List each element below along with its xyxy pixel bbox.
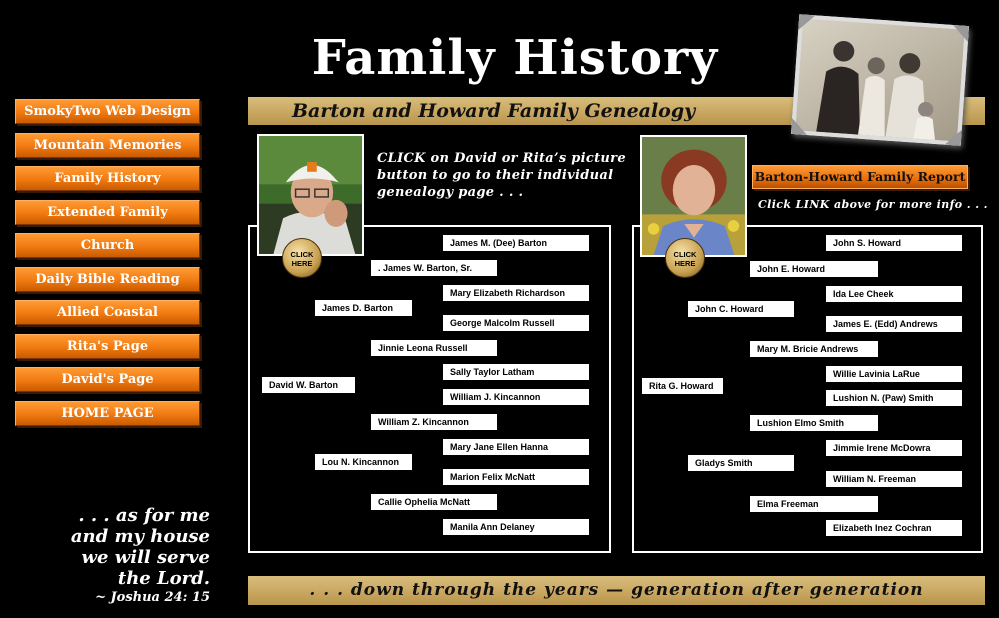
sidebar-nav	[15, 99, 202, 434]
tree-person[interactable]: Elma Freeman	[750, 496, 878, 512]
nav-davids-page[interactable]: David's Page	[15, 367, 200, 392]
tree-person[interactable]: Lushion Elmo Smith	[750, 415, 878, 431]
subtitle-bar: Barton and Howard Family Genealogy	[248, 97, 985, 125]
rita-portrait-button[interactable]	[640, 135, 747, 257]
quote-line: we will serve	[81, 547, 210, 568]
tree-person[interactable]: Elizabeth Inez Cochran	[826, 520, 962, 536]
old-family-photo	[791, 14, 969, 146]
tree-person[interactable]: Gladys Smith	[688, 455, 794, 471]
nav-extended-family[interactable]: Extended Family	[15, 200, 200, 225]
tree-person[interactable]: William N. Freeman	[826, 471, 962, 487]
quote-line: and my house	[70, 526, 210, 547]
click-label: HERE	[291, 259, 313, 268]
tree-person[interactable]: Manila Ann Delaney	[443, 519, 589, 535]
click-label: HERE	[674, 259, 696, 268]
tree-person[interactable]: Willie Lavinia LaRue	[826, 366, 962, 382]
tree-person[interactable]: John C. Howard	[688, 301, 794, 317]
tree-person[interactable]: Lou N. Kincannon	[315, 454, 412, 470]
click-label: CLICK	[673, 250, 697, 259]
nav-allied-coastal[interactable]: Allied Coastal	[15, 300, 200, 325]
tree-person[interactable]: Jinnie Leona Russell	[371, 340, 497, 356]
tree-person[interactable]: William J. Kincannon	[443, 389, 589, 405]
quote-reference: ~ Joshua 24: 15	[95, 590, 210, 605]
nav-mountain-memories[interactable]: Mountain Memories	[15, 133, 200, 158]
page-title: Family History	[311, 30, 719, 86]
nav-smokytwo-web-design[interactable]: SmokyTwo Web Design	[15, 99, 200, 124]
tree-person[interactable]: Jimmie Irene McDowra	[826, 440, 962, 456]
david-portrait-button[interactable]	[257, 134, 364, 256]
instructions-text: CLICK on David or Rita’s picture button to go to their individual genealogy page . . .	[377, 151, 626, 200]
tree-person[interactable]: John E. Howard	[750, 261, 878, 277]
family-report-button[interactable]: Barton-Howard Family Report	[752, 165, 968, 189]
quote-line: . . . as for me	[78, 505, 210, 526]
nav-family-history[interactable]: Family History	[15, 166, 200, 191]
tree-person[interactable]: Mary Jane Ellen Hanna	[443, 439, 589, 455]
scripture-quote	[20, 505, 210, 607]
tree-person[interactable]: . James W. Barton, Sr.	[371, 260, 497, 276]
tree-person[interactable]: Mary M. Bricie Andrews	[750, 341, 878, 357]
tree-person[interactable]: George Malcolm Russell	[443, 315, 589, 331]
tree-person[interactable]: William Z. Kincannon	[371, 414, 497, 430]
report-note: Click LINK above for more info . . .	[758, 198, 988, 211]
tree-person[interactable]: Rita G. Howard	[642, 378, 723, 394]
click-label: CLICK	[290, 250, 314, 259]
quote-line: the Lord.	[117, 568, 210, 589]
nav-ritas-page[interactable]: Rita's Page	[15, 334, 200, 359]
tree-person[interactable]: James D. Barton	[315, 300, 412, 316]
nav-church[interactable]: Church	[15, 233, 200, 258]
tree-person[interactable]: David W. Barton	[262, 377, 355, 393]
tree-person[interactable]: John S. Howard	[826, 235, 962, 251]
tree-person[interactable]: Lushion N. (Paw) Smith	[826, 390, 962, 406]
rita-click-here-button[interactable]	[665, 238, 705, 278]
david-click-here-button[interactable]	[282, 238, 322, 278]
tree-person[interactable]: James E. (Edd) Andrews	[826, 316, 962, 332]
tree-person[interactable]: Ida Lee Cheek	[826, 286, 962, 302]
tree-person[interactable]: Mary Elizabeth Richardson	[443, 285, 589, 301]
tree-person[interactable]: Callie Ophelia McNatt	[371, 494, 497, 510]
tree-person[interactable]: James M. (Dee) Barton	[443, 235, 589, 251]
footer-bar: . . . down through the years — generation after generation	[248, 576, 985, 605]
tree-person[interactable]: Sally Taylor Latham	[443, 364, 589, 380]
tree-person[interactable]: Marion Felix McNatt	[443, 469, 589, 485]
nav-daily-bible-reading[interactable]: Daily Bible Reading	[15, 267, 200, 292]
nav-home-page[interactable]: HOME PAGE	[15, 401, 200, 426]
